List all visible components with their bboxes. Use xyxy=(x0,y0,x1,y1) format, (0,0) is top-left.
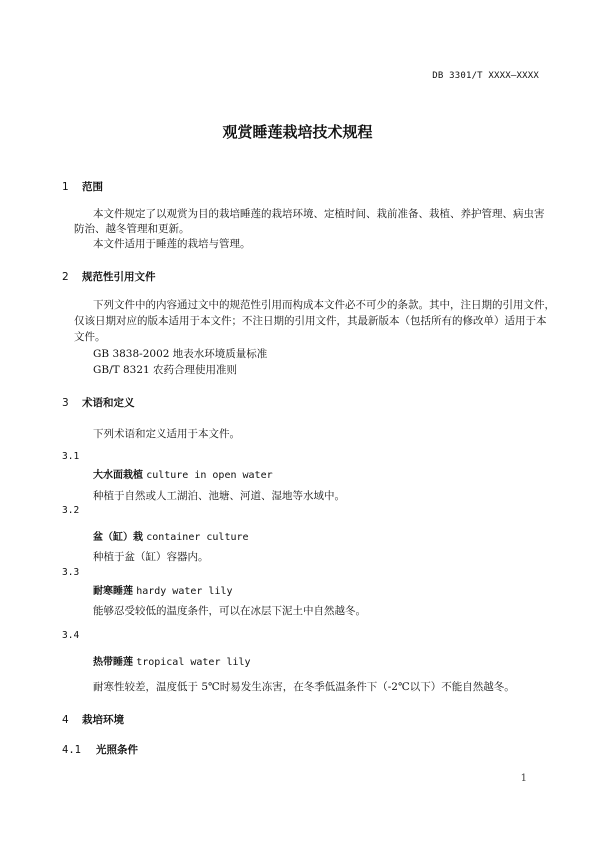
document-number: DB 3301/T XXXX—XXXX xyxy=(432,71,539,81)
term-number: 3.2 xyxy=(62,505,80,516)
section-number: 4 xyxy=(62,714,69,726)
section-number: 1 xyxy=(62,181,69,193)
term-name-english: hardy water lily xyxy=(136,586,233,597)
scope-paragraph-line-2: 防治、越冬管理和更新。 xyxy=(74,223,190,235)
subsection-title: 光照条件 xyxy=(96,744,138,756)
term-name xyxy=(93,466,273,481)
section-1-heading xyxy=(62,179,103,194)
terms-intro: 下列术语和定义适用于本文件。 xyxy=(93,428,240,440)
term-name xyxy=(93,528,249,543)
section-number: 3 xyxy=(62,397,69,409)
term-name-chinese: 热带睡莲 xyxy=(93,657,133,668)
section-2-heading xyxy=(62,269,156,284)
term-name-english: culture in open water xyxy=(146,470,273,481)
section-title: 栽培环境 xyxy=(82,714,124,726)
section-4-heading xyxy=(62,712,124,727)
subsection-4-1-heading xyxy=(62,742,138,757)
scope-paragraph-line-1: 本文件规定了以观赏为目的栽培睡莲的栽培环境、定植时间、栽前准备、栽植、养护管理、病虫害 xyxy=(93,208,545,220)
term-number: 3.4 xyxy=(62,630,80,641)
term-name-chinese: 盆（缸）栽 xyxy=(93,532,143,543)
term-definition: 种植于自然或人工湖泊、池塘、河道、湿地等水域中。 xyxy=(93,490,345,502)
term-definition: 能够忍受较低的温度条件，可以在冰层下泥土中自然越冬。 xyxy=(93,605,366,617)
section-number: 2 xyxy=(62,271,69,283)
section-title: 规范性引用文件 xyxy=(82,271,156,283)
section-title: 术语和定义 xyxy=(82,397,135,409)
term-name xyxy=(93,582,233,597)
term-name xyxy=(93,653,251,668)
term-name-chinese: 耐寒睡莲 xyxy=(93,586,133,597)
reference-item: GB/T 8321 农药合理使用准则 xyxy=(93,364,238,376)
section-3-heading xyxy=(62,395,135,410)
term-name-english: container culture xyxy=(146,532,249,543)
references-paragraph-line-1: 下列文件中的内容通过文中的规范性引用而构成本文件必不可少的条款。其中，注日期的引用文件， xyxy=(93,299,555,311)
term-number: 3.3 xyxy=(62,567,80,578)
page-number: 1 xyxy=(520,773,527,784)
term-name-chinese: 大水面栽植 xyxy=(93,470,143,481)
scope-paragraph-2: 本文件适用于睡莲的栽培与管理。 xyxy=(93,238,251,250)
term-number: 3.1 xyxy=(62,451,80,462)
subsection-number: 4.1 xyxy=(62,744,81,756)
references-paragraph-line-3: 文件。 xyxy=(74,331,106,343)
reference-item: GB 3838-2002 地表水环境质量标准 xyxy=(93,348,268,360)
references-paragraph-line-2: 仅该日期对应的版本适用于本文件；不注日期的引用文件，其最新版本（包括所有的修改单）适用于本 xyxy=(74,315,547,327)
section-title: 范围 xyxy=(82,181,103,193)
term-definition: 种植于盆（缸）容器内。 xyxy=(93,551,209,563)
term-definition: 耐寒性较差，温度低于 5℃时易发生冻害，在冬季低温条件下（-2℃以下）不能自然越冬。 xyxy=(93,681,515,693)
term-name-english: tropical water lily xyxy=(136,657,251,668)
document-title: 观赏睡莲栽培技术规程 xyxy=(222,123,373,141)
